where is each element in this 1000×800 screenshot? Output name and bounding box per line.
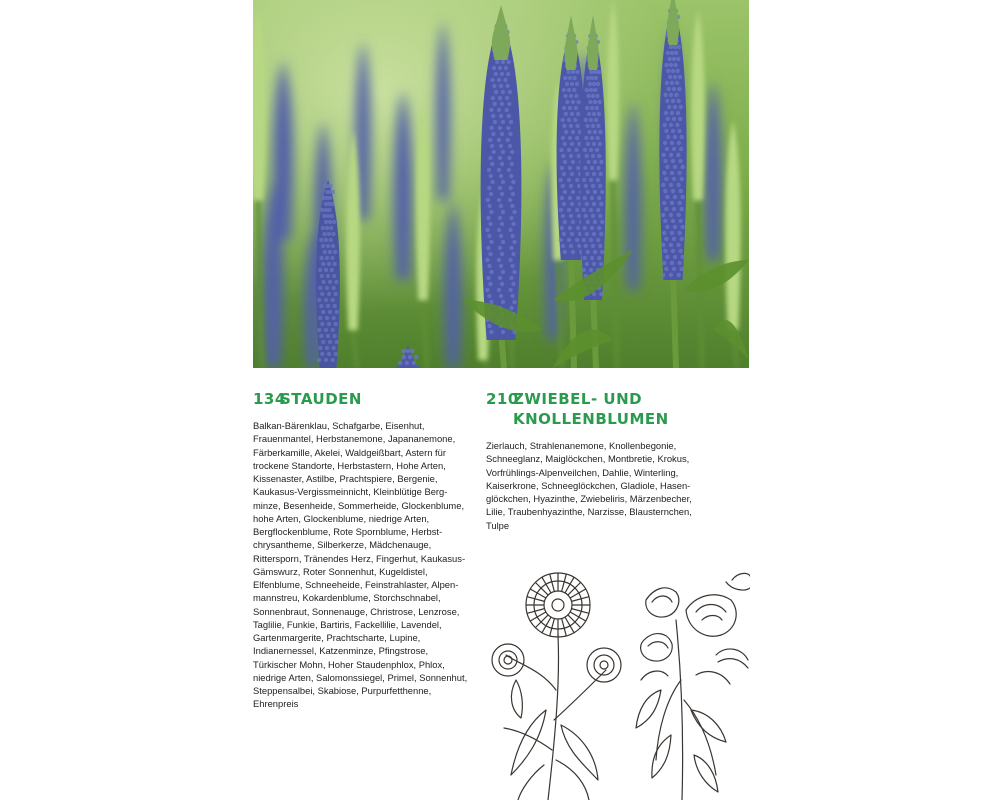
section-page-number: 210 [486, 390, 519, 408]
veronica-photo [253, 0, 749, 368]
section-heading: STAUDEN [280, 390, 362, 408]
section-title-stauden [253, 389, 473, 409]
section-title-zwiebelblumen [486, 389, 748, 429]
section-heading: ZWIEBEL- UND KNOLLENBLUMEN [513, 390, 669, 428]
section-page-number: 134 [253, 390, 286, 408]
zwiebelblumen-plant-list: Zierlauch, Strahlenanemone, Knollenbegonie, Schneeglanz, Maiglöckchen, Montbretie, Krokus, Vorfrühlings-Alpenveilchen, Dahlie, Winterling, Kaiserkrone, Schneeglöckchen, Gladiole, Hasenglöckchen, Hyazinthe, Zwiebeliris, Märzenbecher, Lilie, Traubenhyazinthe, Narzisse, Blausternchen, Tulpe [486, 440, 692, 531]
stauden-plant-list: Balkan-Bärenklau, Schafgarbe, Eisenhut, Frauenmantel, Herbstanemone, Japananemone, Färberkamille, Akelei, Waldgeißbart, Astern für trockene Standorte, Herbstastern, Hohe Arten, Kissenaster, Astilbe, Prachtspiere, Bergenie, Kaukasus-Vergissmeinnicht, Kleinblütige Bergminze, Besenheide, Sommerheide, Glockenblume, hohe Arten, Glockenblume, niedrige Arten, Bergflockenblume, Rote Spornblume, Herbstchrysantheme, Silberkerze, Mädchenauge, Rittersporn, Tränendes Herz, Fingerhut, Kaukasus-Gämswurz, Roter Sonnenhut, Kugeldistel, Elfenblume, Schneeheide, Feinstrahlaster, Alpenmannstreu, Kokardenblume, Storchschnabel, Sonnenbraut, Sonnenauge, Christrose, Lenzrose, Taglilie, Funkie, Bartiris, Fackellilie, Lavendel, Gartenmargerite, Prachtscharte, Lupine, Indianernessel, Katzenminze, Pfingstrose, Türkischer Mohn, Hoher Staudenphlox, Phlox, niedrige Arten, Salomonssiegel, Primel, Sonnenhut, Steppensalbei, Skabiose, Purpurfetthenne, Ehrenpreis [253, 420, 468, 710]
blue-flower-spikes-image [253, 0, 749, 368]
flower-line-illustration [486, 560, 750, 800]
